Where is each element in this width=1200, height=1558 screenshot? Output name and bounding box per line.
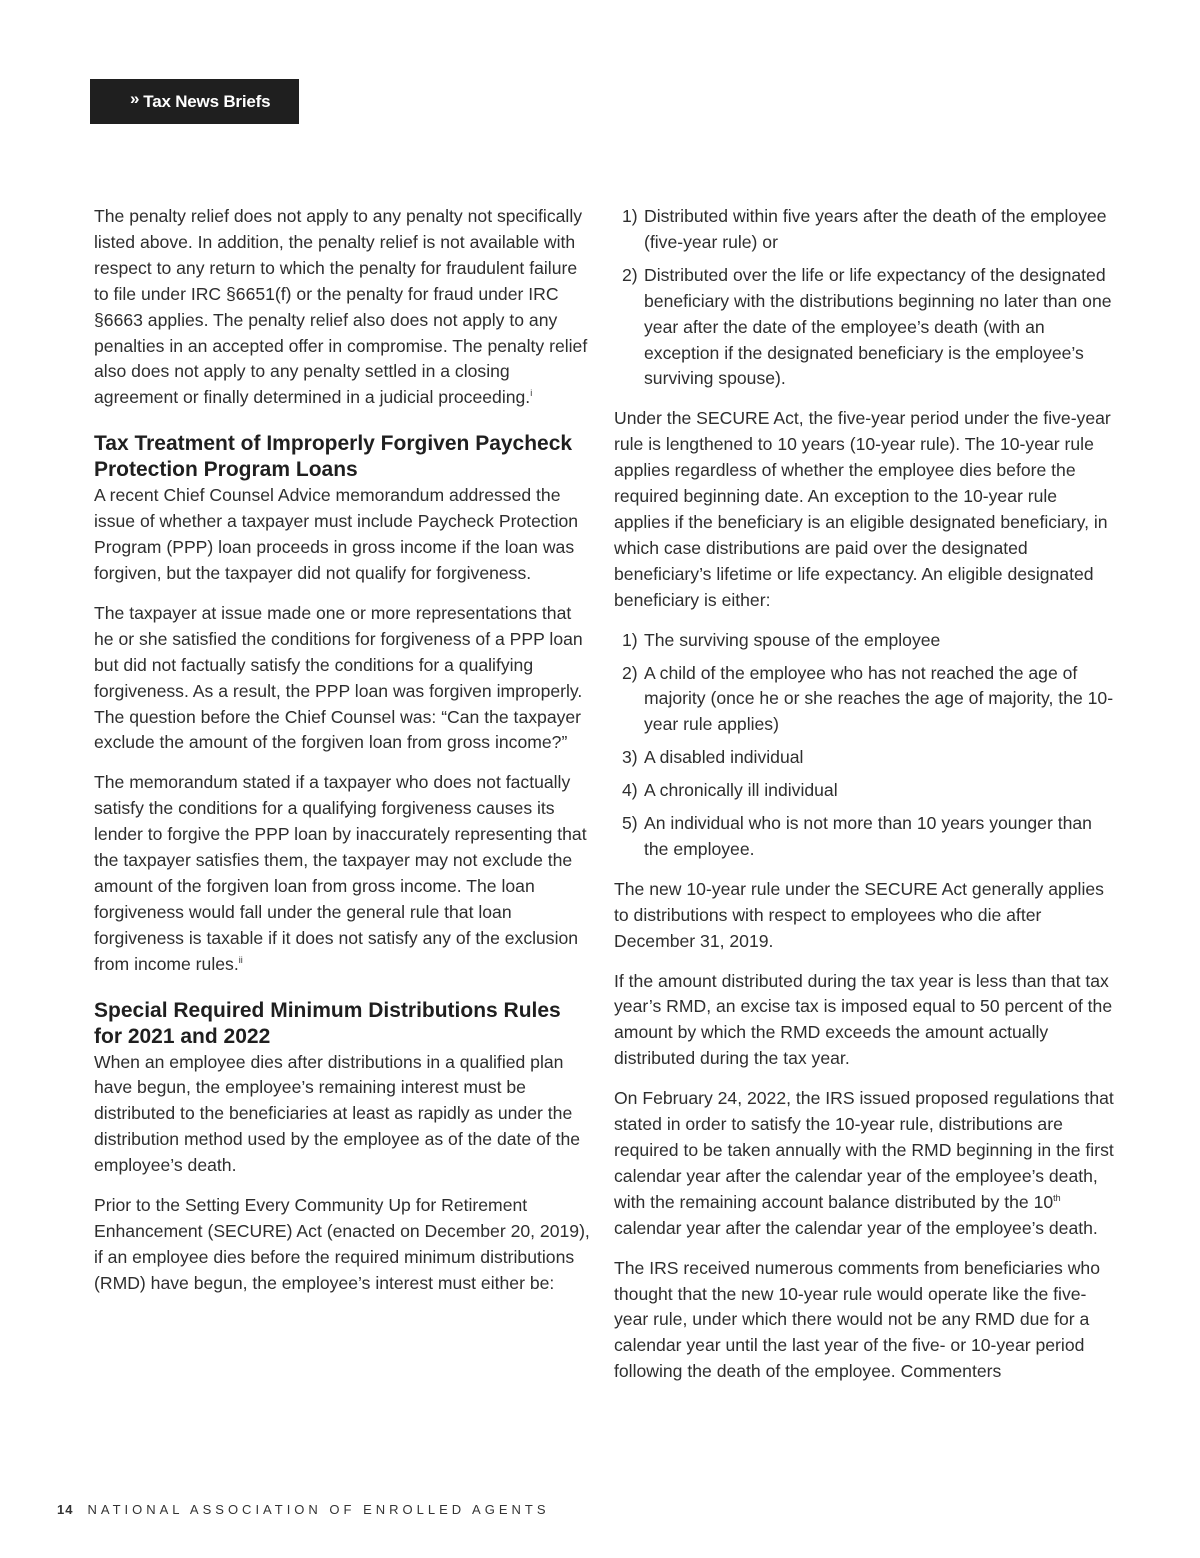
paragraph: Prior to the Setting Every Community Up for Retirement Enhancement (SECURE) Act (enacted on December 20, 2019), if an employee dies before the required minimum distributions (RMD) have begun, the employee’s interest must either be: [94,1195,590,1293]
list-item: 1) Distributed within five years after the death of the employee (five-year rule) or [622,206,1107,252]
section-label: Tax News Briefs [143,91,271,111]
paragraph: On February 24, 2022, the IRS issued proposed regulations that stated in order to satisfy the 10-year rule, distributions are required to be taken annually with the RMD beginning in the first calendar year after the calendar year of the employee’s death, with the remaining account balance distributed by the 10th calendar year after the calendar year of the employee’s death. [614,1088,1114,1238]
paragraph: The IRS received numerous comments from beneficiaries who thought that the new 10-year rule would operate like the five-year rule, under which there would not be any RMD due for a calendar year until the last year of the five- or 10-year period following the death of the employee. Commenters [614,1257,1100,1382]
right-column [614,204,1114,1399]
footnote-marker: ii [238,954,243,965]
list-item: 1) The surviving spouse of the employee [622,629,941,650]
page-number: 14 [57,1502,74,1517]
section-heading: Tax Treatment of Improperly Forgiven Paycheck Protection Program Loans [94,432,573,482]
list-item: 2) A child of the employee who has not reached the age of majority (once he or she reaches the age of majority, the 10-year rule applies) [622,662,1114,735]
paragraph: The memorandum stated if a taxpayer who does not factually satisfy the conditions for a qualifying forgiveness causes its lender to forgive the PPP loan by inaccurately representing that the taxpayer satisfies them, the taxpayer may not exclude the amount of the forgiven loan from gross income. The loan forgiveness would fall under the general rule that loan forgiveness is taxable if it does not satisfy any of the exclusion from income rules.$^{ii}$ [94,772,587,974]
section-heading: Special Required Minimum Distributions Rules for 2021 and 2022 [94,998,561,1048]
left-column [94,204,594,1311]
list-item: 5) An individual who is not more than 10 years younger than the employee. [622,813,1092,859]
numbered-list [614,204,1114,392]
publication-name: NATIONAL ASSOCIATION OF ENROLLED AGENTS [87,1502,550,1517]
section-tag [90,79,299,124]
numbered-list [614,628,1114,863]
paragraph: When an employee dies after distributions in a qualified plan have begun, the employee’s remaining interest must be distributed to the beneficiaries at least as rapidly as under the distribution method used by the employee as of the date of the employee’s death. [94,1051,581,1176]
paragraph: A recent Chief Counsel Advice memorandum addressed the issue of whether a taxpayer must include Paycheck Protection Program (PPP) loan proceeds in gross income if the loan was forgiven, but the taxpayer did not qualify for forgiveness. [94,485,579,583]
paragraph: The penalty relief does not apply to any penalty not specifically listed above. In addition, the penalty relief is not available with respect to any return to which the penalty for fraudulent failure to file under IRC §6651(f) or the penalty for fraud under IRC §6663 applies. The penalty relief also does not apply to any penalties in an accepted offer in compromise. The penalty relief also does not apply to any penalty settled in a closing agreement or finally determined in a judicial proceeding.$^i$ [94,206,588,408]
paragraph: The new 10-year rule under the SECURE Act generally applies to distributions with respect to employees who die after December 31, 2019. [614,878,1104,951]
paragraph: Under the SECURE Act, the five-year period under the five-year rule is lengthened to 10 years (10-year rule). The 10-year rule applies regardless of whether the employee dies before the required beginning date. An exception to the 10-year rule applies if the beneficiary is an eligible designated beneficiary, in which case distributions are paid over the designated beneficiary’s lifetime or life expectancy. An eligible designated beneficiary is either: [614,408,1111,610]
list-item: 4) A chronically ill individual [622,780,838,801]
footnote-marker: i [530,388,533,399]
paragraph: The taxpayer at issue made one or more representations that he or she satisfied the conditions for forgiveness of a PPP loan but did not factually satisfy the conditions for a qualifying forgiveness. As a result, the PPP loan was forgiven improperly. The question before the Chief Counsel was: “Can the taxpayer exclude the amount of the forgiven loan from gross income?” [94,602,583,753]
paragraph: If the amount distributed during the tax year is less than that tax year’s RMD, an excise tax is imposed equal to 50 percent of the amount by which the RMD exceeds the amount actually distributed during the tax year. [614,970,1113,1069]
list-item: 2) Distributed over the life or life expectancy of the designated beneficiary with the distributions beginning no later than one year after the date of the employee’s death (with an exception if the designated beneficiary is the employee’s surviving spouse). [622,264,1112,389]
page-footer [57,1502,550,1517]
list-item: 3) A disabled individual [622,747,804,768]
chevron-double-right-icon: » [130,88,140,108]
